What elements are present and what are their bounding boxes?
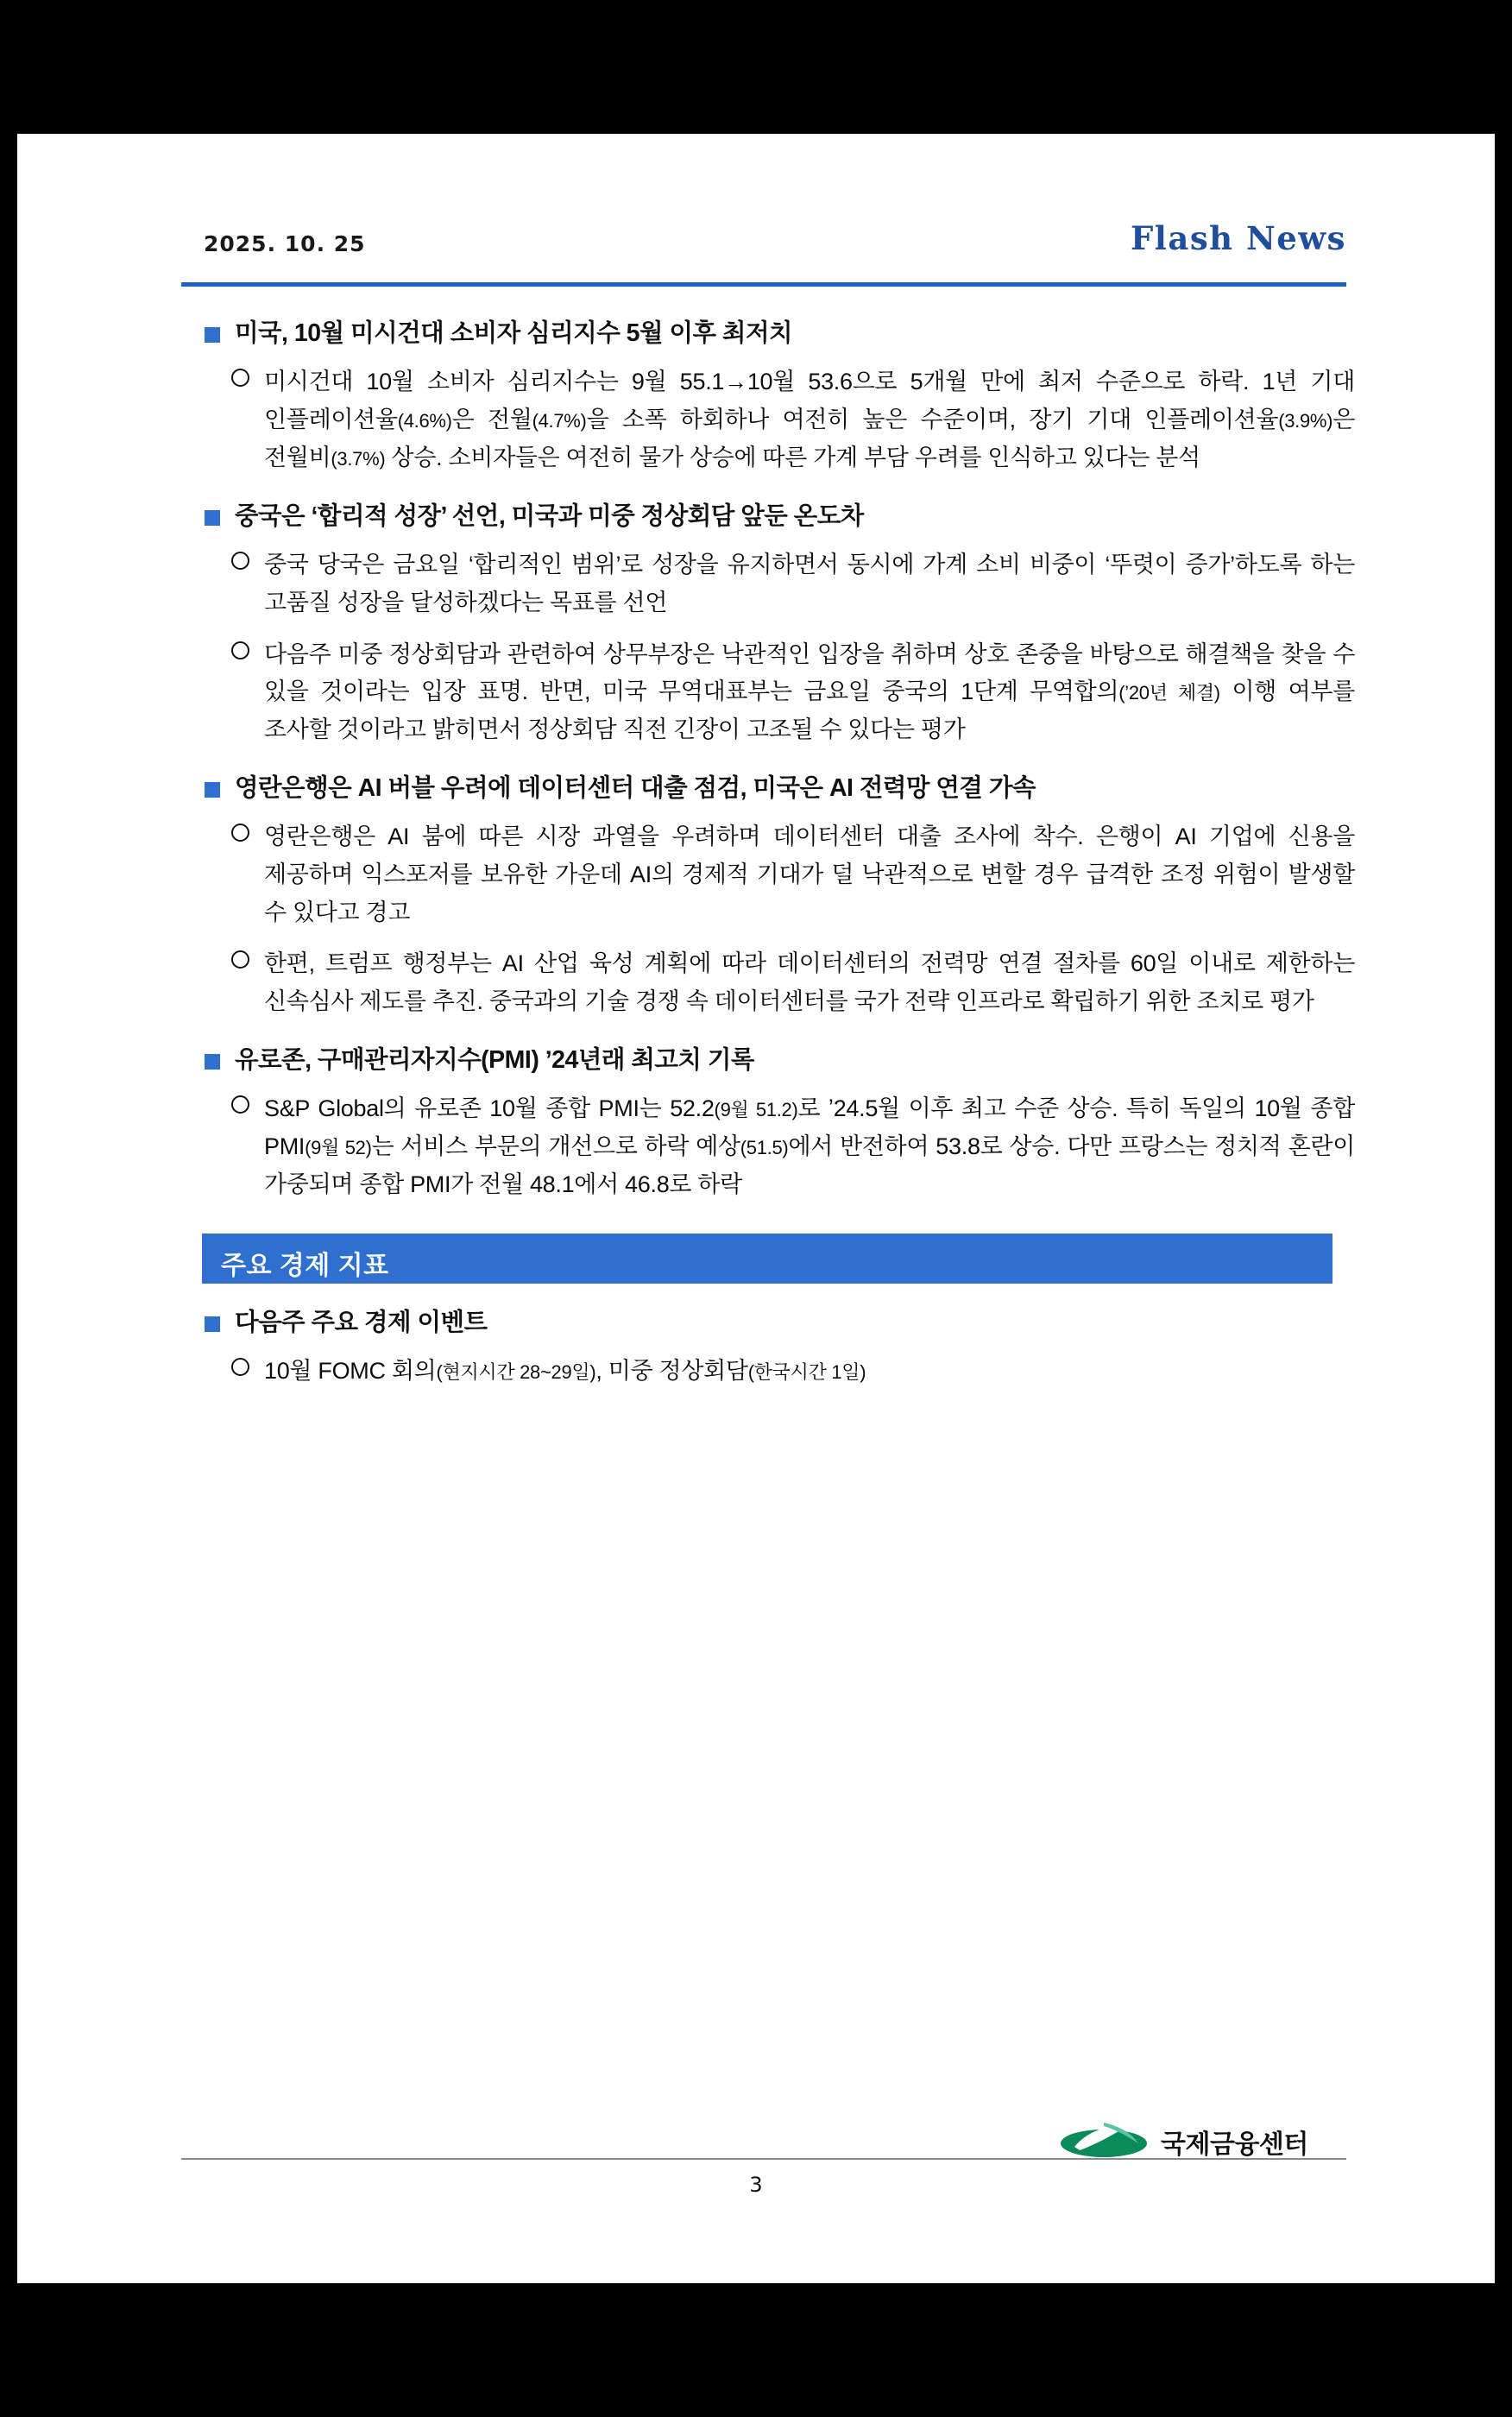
bullet-text: 10월 FOMC 회의(현지시간 28~29일), 미중 정상회담(한국시간 1일) <box>264 1358 866 1385</box>
headline-block <box>181 317 1355 350</box>
square-bullet-icon <box>205 510 220 526</box>
publication-title: Flash News <box>1131 219 1346 257</box>
circle-bullet-icon <box>231 641 249 659</box>
section-title: 주요 경제 지표 <box>221 1251 389 1280</box>
bullet-text: 영란은행은 AI 붐에 따른 시장 과열을 우려하며 데이터센터 대출 조사에 착수. 은행이 AI 기업에 신용을 제공하며 익스포저를 보유한 가운데 AI의 경제적 기대가 덜 낙관적으로 변할 경우 급격한 조정 위험이 발생할 수 있다고 경고 <box>264 824 1355 925</box>
organization-name: 국제금융센터 <box>1161 2130 1308 2159</box>
circle-bullet-icon <box>231 369 249 387</box>
headline-block <box>181 500 1355 533</box>
page-header <box>181 207 1346 276</box>
headline-text: 다음주 주요 경제 이벤트 <box>235 1308 488 1336</box>
bullet-item <box>181 945 1355 1020</box>
article-body <box>181 303 1355 1391</box>
page-number: 3 <box>749 2173 763 2197</box>
square-bullet-icon <box>205 1316 220 1332</box>
bullet-item <box>181 363 1355 476</box>
circle-bullet-icon <box>231 1358 249 1376</box>
headline-text: 중국은 ‘합리적 성장’ 선언, 미국과 미중 정상회담 앞둔 온도차 <box>235 502 864 530</box>
headline-block <box>181 1044 1355 1076</box>
square-bullet-icon <box>205 327 220 343</box>
bullet-text: 중국 당국은 금요일 ‘합리적인 범위’로 성장을 유지하면서 동시에 가계 소비 비중이 ‘뚜렷이 증가’하도록 하는 고품질 성장을 달성하겠다는 목표를 선언 <box>264 552 1355 615</box>
publication-date: 2025. 10. 25 <box>204 231 366 256</box>
headline-block <box>181 772 1355 805</box>
section-header-band <box>202 1234 1332 1284</box>
circle-bullet-icon <box>231 950 249 969</box>
bullet-text: 미시건대 10월 소비자 심리지수는 9월 55.1→10월 53.6으로 5개월 만에 최저 수준으로 하락. 1년 기대 인플레이션율(4.6%)은 전월(4.7%)을 소폭 하회하나 여전히 높은 수준이며, 장기 기대 인플레이션율(3.9%)은 전월비(3.7%) 상승. 소비자들은 여전히 물가 상승에 따른 가계 부담 우려를 인식하고 있다는 분석 <box>264 369 1355 470</box>
organization-logo <box>1059 2116 1344 2164</box>
headline-text: 미국, 10월 미시건대 소비자 심리지수 5월 이후 최저치 <box>235 319 793 347</box>
kcif-logo-icon <box>1059 2117 1149 2161</box>
circle-bullet-icon <box>231 1095 249 1114</box>
circle-bullet-icon <box>231 824 249 842</box>
document-page <box>17 134 1495 2283</box>
square-bullet-icon <box>205 1054 220 1070</box>
header-divider <box>181 282 1346 287</box>
bullet-item <box>181 636 1355 749</box>
circle-bullet-icon <box>231 552 249 570</box>
bullet-item <box>181 1090 1355 1203</box>
bullet-item <box>181 546 1355 622</box>
bullet-text: S&P Global의 유로존 10월 종합 PMI는 52.2(9월 51.2)로 ʼ24.5월 이후 최고 수준 상승. 특히 독일의 10월 종합 PMI(9월 52)는 서비스 부문의 개선으로 하락 예상(51.5)에서 반전하여 53.8로 상승. 다만 프랑스는 정치적 혼란이 가중되며 종합 PMI가 전월 48.1에서 46.8로 하락 <box>264 1095 1356 1197</box>
bullet-text: 한편, 트럼프 행정부는 AI 산업 육성 계획에 따라 데이터센터의 전력망 연결 절차를 60일 이내로 제한하는 신속심사 제도를 추진. 중국과의 기술 경쟁 속 데이터센터를 국가 전략 인프라로 확립하기 위한 조치로 평가 <box>264 950 1355 1015</box>
bullet-text: 다음주 미중 정상회담과 관련하여 상무부장은 낙관적인 입장을 취하며 상호 존중을 바탕으로 해결책을 찾을 수 있을 것이라는 입장 표명. 반면, 미국 무역대표부는 금요일 중국의 1단계 무역합의(’20년 체결) 이행 여부를 조사할 것이라고 밝히면서 정상회담 직전 긴장이 고조될 수 있다는 평가 <box>264 641 1355 743</box>
page-sheet <box>17 134 1495 2283</box>
bullet-item <box>181 818 1355 931</box>
headline-text: 영란은행은 AI 버블 우려에 데이터센터 대출 점검, 미국은 AI 전력망 연결 가속 <box>235 773 1036 802</box>
bullet-item <box>181 1353 1355 1391</box>
headline-block <box>181 1306 1355 1339</box>
headline-text: 유로존, 구매관리자지수(PMI) ʼ24년래 최고치 기록 <box>235 1045 754 1074</box>
square-bullet-icon <box>205 782 220 798</box>
